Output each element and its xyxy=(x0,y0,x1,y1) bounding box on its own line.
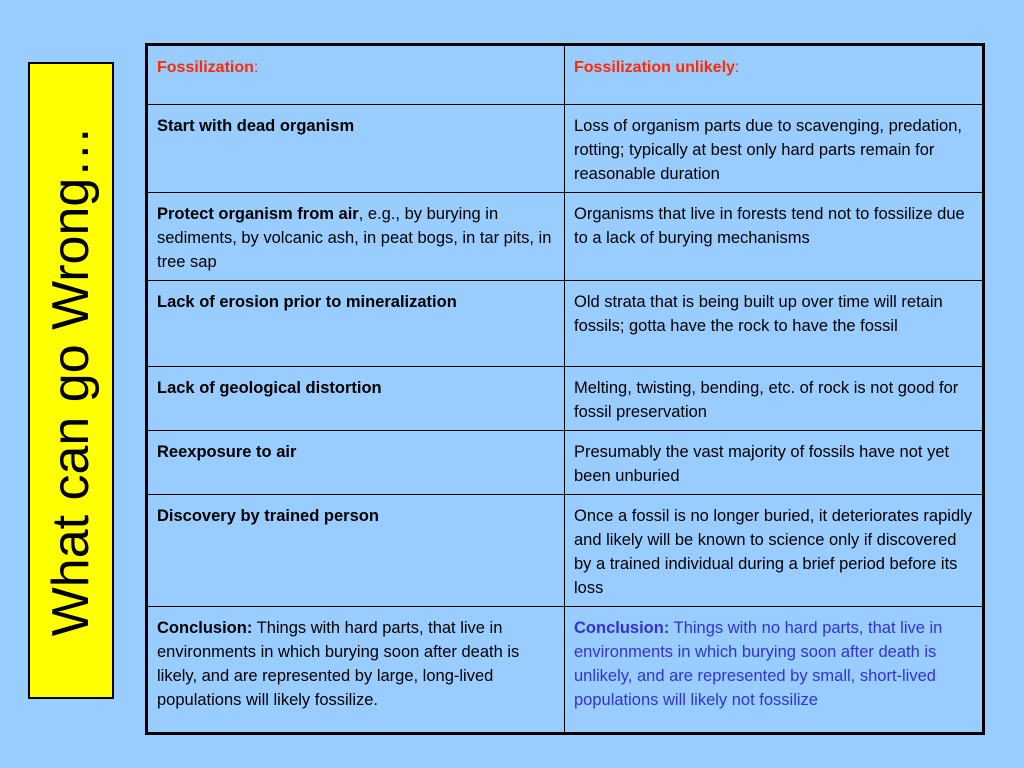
row-factor-bold: Protect organism from air xyxy=(157,205,359,223)
comparison-table xyxy=(145,43,985,735)
table-conclusion-row xyxy=(147,607,984,734)
row-unlikely-text: Once a fossil is no longer buried, it deteriorates rapidly and likely will be known to science only if discovered by a trained individual during a brief period before its loss xyxy=(574,507,973,597)
row-factor-cell xyxy=(147,105,565,193)
row-factor-bold: Lack of erosion prior to mineralization xyxy=(157,293,457,311)
row-unlikely-text: Loss of organism parts due to scavenging, predation, rotting; typically at best only hard parts remain for reasonable duration xyxy=(574,117,962,183)
table-row xyxy=(147,105,984,193)
header-cell-fossilization xyxy=(147,45,565,105)
row-unlikely-cell xyxy=(565,193,984,281)
table-row xyxy=(147,431,984,495)
row-factor-bold: Start with dead organism xyxy=(157,117,355,135)
header-cell-fossilization-unlikely xyxy=(565,45,984,105)
row-factor-cell xyxy=(147,367,565,431)
conclusion-right-label: Conclusion: xyxy=(574,619,670,637)
table-header-row xyxy=(147,45,984,105)
header-right-label: Fossilization unlikely xyxy=(574,59,735,76)
side-title-banner xyxy=(28,62,114,699)
row-unlikely-cell xyxy=(565,105,984,193)
row-unlikely-text: Old strata that is being built up over time will retain fossils; gotta have the rock to have the fossil xyxy=(574,293,943,335)
row-unlikely-cell xyxy=(565,495,984,607)
conclusion-right-cell xyxy=(565,607,984,734)
row-unlikely-cell xyxy=(565,281,984,367)
row-factor-rest: , e.g., by burying in sediments, by volcanic ash, in peat bogs, in tar pits, in tree sap xyxy=(157,205,552,271)
table-row xyxy=(147,193,984,281)
row-factor-cell xyxy=(147,193,565,281)
comparison-table-container xyxy=(145,43,982,735)
conclusion-left-label: Conclusion: xyxy=(157,619,253,637)
header-left-label: Fossilization xyxy=(157,59,254,76)
conclusion-left-cell xyxy=(147,607,565,734)
row-unlikely-text: Presumably the vast majority of fossils have not yet been unburied xyxy=(574,443,950,485)
row-unlikely-text: Melting, twisting, bending, etc. of rock is not good for fossil preservation xyxy=(574,379,959,421)
row-factor-cell xyxy=(147,495,565,607)
row-unlikely-cell xyxy=(565,367,984,431)
row-factor-bold: Reexposure to air xyxy=(157,443,297,461)
conclusion-left-text: Things with hard parts, that live in environments in which burying soon after death is likely, and are represented by large, long-lived populations will likely fossilize. xyxy=(157,619,520,709)
header-right-suffix: : xyxy=(734,59,740,76)
slide-title: What can go Wrong… xyxy=(42,125,100,636)
table-row xyxy=(147,281,984,367)
row-factor-cell xyxy=(147,281,565,367)
row-factor-bold: Lack of geological distortion xyxy=(157,379,382,397)
row-factor-bold: Discovery by trained person xyxy=(157,507,379,525)
header-left-suffix: : xyxy=(253,59,259,76)
conclusion-right-text: Things with no hard parts, that live in environments in which burying soon after death is unlikely, and are represented by small, short-lived populations will likely not fossilize xyxy=(574,619,943,709)
row-unlikely-text: Organisms that live in forests tend not to fossilize due to a lack of burying mechanisms xyxy=(574,205,965,247)
row-factor-cell xyxy=(147,431,565,495)
row-unlikely-cell xyxy=(565,431,984,495)
table-row xyxy=(147,495,984,607)
table-row xyxy=(147,367,984,431)
